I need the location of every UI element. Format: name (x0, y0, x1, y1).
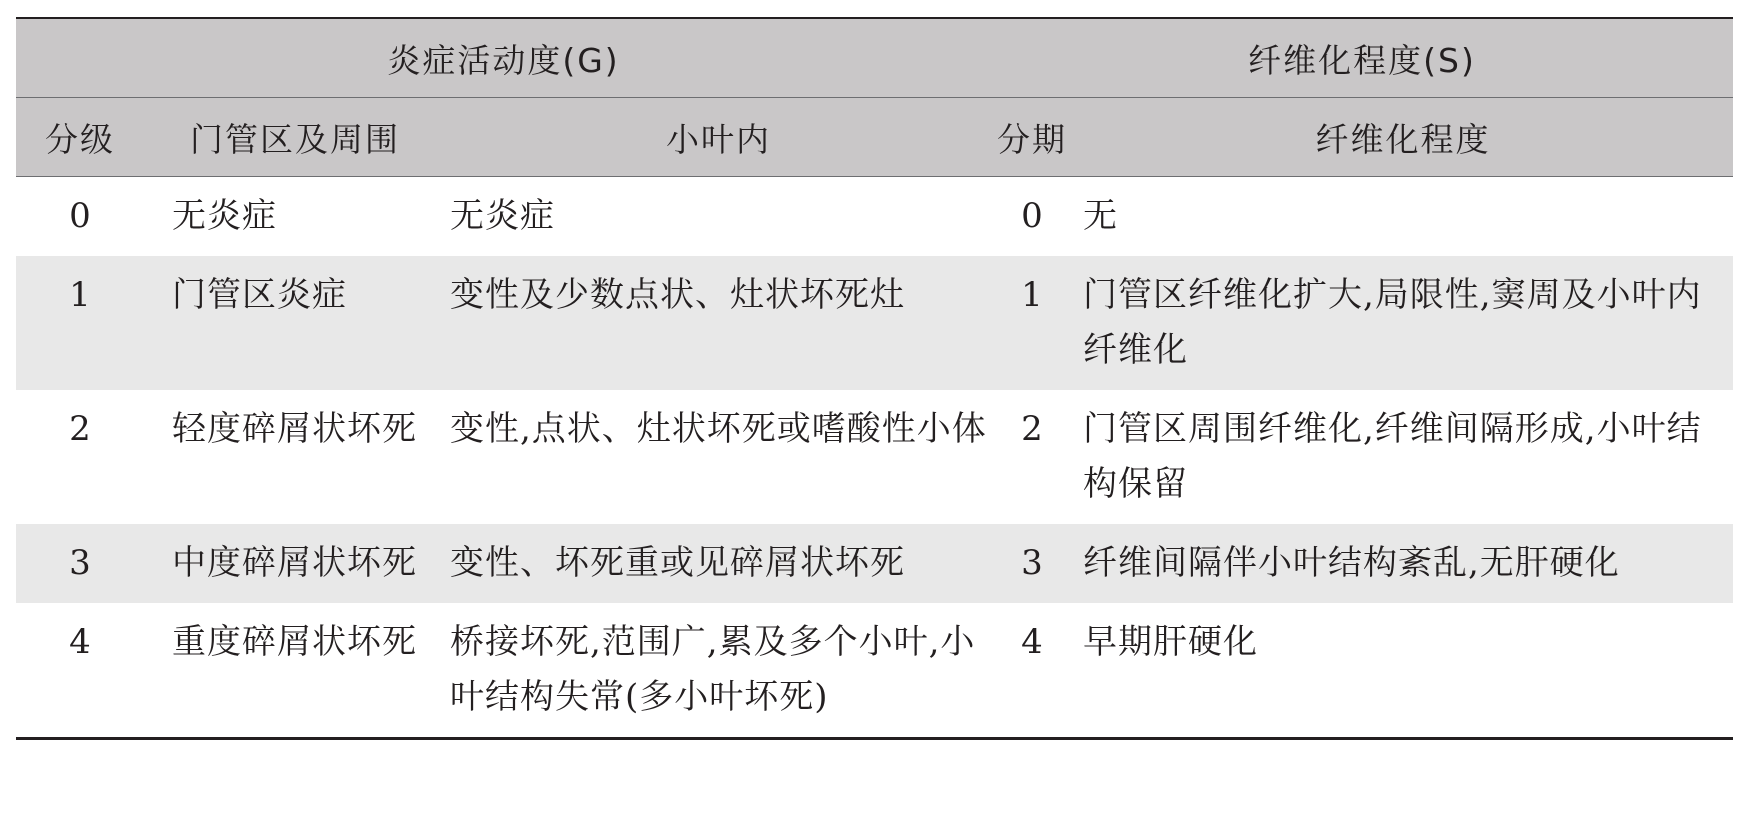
lobular-column-header: 小叶内 (666, 119, 771, 159)
fibrosis-group-header: 纤维化程度(S) (1248, 40, 1476, 80)
lobular-cell: 变性及少数点状、灶状坏死灶 (450, 275, 905, 315)
portal-cell: 门管区炎症 (172, 275, 347, 315)
portal-cell: 无炎症 (172, 196, 277, 236)
group-header-row (16, 19, 1733, 97)
portal-cell: 中度碎屑状坏死 (172, 543, 417, 583)
fibrosis-cell: 纤维间隔伴小叶结构紊乱,无肝硬化 (1083, 543, 1620, 583)
portal-cell: 重度碎屑状坏死 (172, 622, 417, 662)
lobular-cell: 变性,点状、灶状坏死或嗜酸性小体 (450, 409, 987, 449)
grading-staging-table (16, 17, 1733, 740)
grade-cell: 1 (69, 275, 91, 315)
lobular-cell: 变性、坏死重或见碎屑状坏死 (450, 543, 905, 583)
stage-cell: 4 (1021, 622, 1043, 662)
table-row (16, 603, 1733, 737)
stage-cell: 3 (1021, 543, 1043, 583)
table-row (16, 256, 1733, 390)
fibrosis-column-header: 纤维化程度 (1315, 119, 1491, 159)
lobular-cell: 无炎症 (450, 196, 555, 236)
fibrosis-cell: 门管区纤维化扩大,局限性,窦周及小叶内纤维化 (1083, 275, 1702, 370)
fibrosis-cell: 早期肝硬化 (1083, 622, 1258, 662)
fibrosis-cell: 无 (1083, 196, 1118, 236)
stage-cell: 1 (1021, 275, 1043, 315)
stage-column-header: 分期 (997, 119, 1067, 159)
lobular-cell: 桥接坏死,范围广,累及多个小叶,小叶结构失常(多小叶坏死) (450, 622, 976, 717)
stage-cell: 2 (1021, 409, 1043, 449)
column-header-row (16, 98, 1733, 176)
portal-cell: 轻度碎屑状坏死 (172, 409, 417, 449)
inflammation-group-header: 炎症活动度(G) (387, 40, 620, 80)
grade-cell: 4 (69, 622, 91, 662)
fibrosis-cell: 门管区周围纤维化,纤维间隔形成,小叶结构保留 (1083, 409, 1702, 504)
portal-column-header: 门管区及周围 (190, 119, 400, 159)
grade-cell: 3 (69, 543, 91, 583)
table-row (16, 524, 1733, 603)
table-row (16, 177, 1733, 256)
table-row (16, 390, 1733, 524)
grade-cell: 2 (69, 409, 91, 449)
grade-column-header: 分级 (45, 119, 115, 159)
table-bottom-rule (16, 737, 1733, 740)
grade-cell: 0 (69, 196, 91, 236)
stage-cell: 0 (1021, 196, 1043, 236)
